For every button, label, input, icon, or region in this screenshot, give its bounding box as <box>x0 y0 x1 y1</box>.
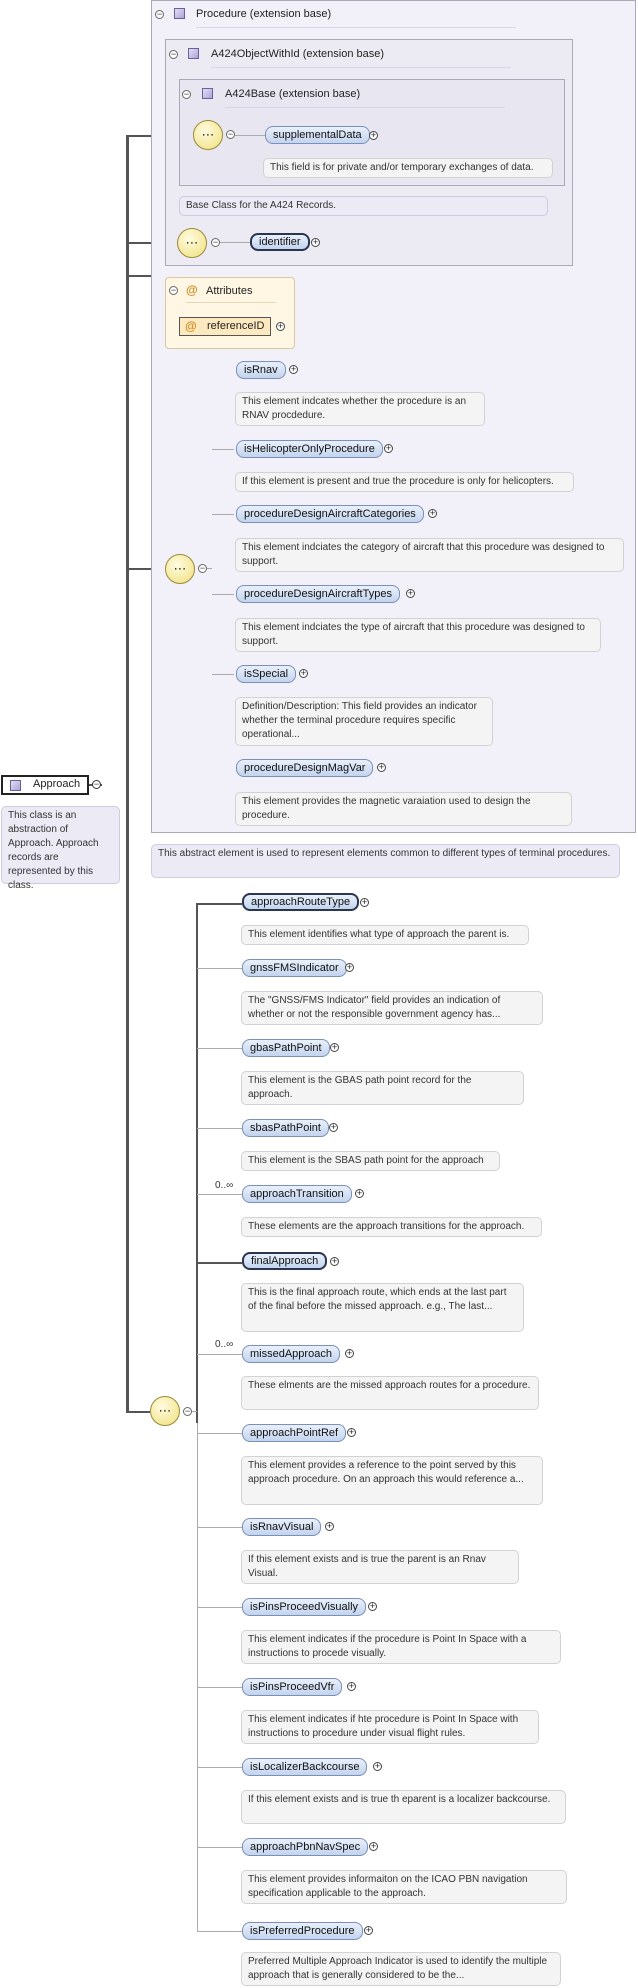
collapse-icon[interactable]: − <box>227 129 234 139</box>
expand-icon[interactable]: + <box>370 130 377 140</box>
finalApproach-documentation: This is the final approach route, which ends at the last part of the final before the missed approach. e.g., The last... <box>241 1283 524 1332</box>
cardinality-label: 0..∞ <box>215 1180 234 1191</box>
gnssFMSIndicator-documentation: The "GNSS/FMS Indicator" field provides an indication of whether or not the responsible government agency has... <box>241 991 543 1025</box>
element-procedureDesignAircraftCategories[interactable]: procedureDesignAircraftCategories <box>236 505 424 523</box>
objectwithid-panel-title: A424ObjectWithId (extension base) <box>211 48 385 60</box>
expand-icon[interactable]: + <box>277 321 284 331</box>
isRnav-documentation: This element indcates whether the procedure is an RNAV procdedure. <box>235 392 485 426</box>
isPinsProceedVfr-documentation: This element indicates if hte procedure is Point In Space with instructions to procedure under visual flight rules. <box>241 1710 539 1744</box>
element-isHelicopterOnlyProcedure[interactable]: isHelicopterOnlyProcedure <box>236 440 383 458</box>
element-sbasPathPoint[interactable]: sbasPathPoint <box>242 1119 329 1137</box>
element-approachPbnNavSpec[interactable]: approachPbnNavSpec <box>242 1838 368 1856</box>
complex-type-icon <box>202 88 213 99</box>
collapse-icon[interactable]: − <box>184 1406 191 1416</box>
missedApproach-documentation: These elments are the missed approach routes for a procedure. <box>241 1376 539 1410</box>
expand-icon[interactable]: + <box>331 1042 338 1052</box>
collapse-icon[interactable]: − <box>93 779 100 789</box>
procedureDesignAircraftTypes-documentation: This element indciates the type of aircraft that this procedure was designed to support. <box>235 618 601 652</box>
cardinality-label: 0..∞ <box>215 1339 234 1350</box>
expand-icon[interactable]: + <box>330 1122 337 1132</box>
expand-icon[interactable]: + <box>346 962 353 972</box>
element-identifier[interactable]: identifier <box>250 233 310 251</box>
collapse-icon[interactable]: − <box>170 49 177 59</box>
approachRouteType-documentation: This element identifies what type of approach the parent is. <box>241 925 529 945</box>
attributes-title: Attributes <box>206 285 253 297</box>
expand-icon[interactable]: + <box>331 1256 338 1266</box>
expand-icon[interactable]: + <box>429 508 436 518</box>
expand-icon[interactable]: + <box>312 237 319 247</box>
expand-icon[interactable]: + <box>356 1188 363 1198</box>
element-approachTransition[interactable]: approachTransition <box>242 1185 352 1203</box>
gbasPathPoint-documentation: This element is the GBAS path point record for the approach. <box>241 1071 524 1105</box>
element-isSpecial[interactable]: isSpecial <box>236 665 296 683</box>
element-isRnavVisual[interactable]: isRnavVisual <box>242 1518 321 1536</box>
attribute-icon: @ <box>185 319 197 333</box>
expand-icon[interactable]: + <box>369 1601 376 1611</box>
element-gnssFMSIndicator[interactable]: gnssFMSIndicator <box>242 959 347 977</box>
expand-icon[interactable]: + <box>290 364 297 374</box>
element-type-icon <box>10 780 21 791</box>
attribute-referenceID[interactable] <box>179 317 271 336</box>
sequence-compositor-icon[interactable]: ⋯ <box>177 228 207 258</box>
expand-icon[interactable]: + <box>326 1521 333 1531</box>
procedure-documentation: This abstract element is used to represent elements common to different types of terminal procedures. <box>151 844 620 878</box>
isHelicopterOnlyProcedure-documentation: If this element is present and true the procedure is only for helicopters. <box>235 472 574 492</box>
expand-icon[interactable]: + <box>346 1348 353 1358</box>
element-missedApproach[interactable]: missedApproach <box>242 1345 340 1363</box>
expand-icon[interactable]: + <box>370 1841 377 1851</box>
root-element-label: Approach <box>33 778 81 790</box>
supplementalData-documentation: This field is for private and/or temporary exchanges of data. <box>263 158 553 178</box>
a424base-panel-title: A424Base (extension base) <box>225 88 361 100</box>
attribute-icon: @ <box>186 283 198 297</box>
sbasPathPoint-documentation: This element is the SBAS path point for the approach <box>241 1151 500 1171</box>
collapse-icon[interactable]: − <box>183 89 190 99</box>
element-gbasPathPoint[interactable]: gbasPathPoint <box>242 1039 330 1057</box>
element-procedureDesignMagVar[interactable]: procedureDesignMagVar <box>236 759 373 777</box>
element-isPreferredProcedure[interactable]: isPreferredProcedure <box>242 1922 363 1940</box>
approachPbnNavSpec-documentation: This element provides informaiton on the ICAO PBN navigation specification applicable to the approach. <box>241 1870 567 1904</box>
collapse-icon[interactable]: − <box>199 563 206 573</box>
procedureDesignMagVar-documentation: This element provides the magnetic varaiation used to design the procedure. <box>235 792 572 826</box>
expand-icon[interactable]: + <box>348 1681 355 1691</box>
element-supplementalData[interactable]: supplementalData <box>265 126 370 144</box>
collapse-icon[interactable]: − <box>156 9 163 19</box>
expand-icon[interactable]: + <box>378 762 385 772</box>
sequence-compositor-icon[interactable]: ⋯ <box>193 120 223 150</box>
isRnavVisual-documentation: If this element exists and is true the parent is an Rnav Visual. <box>241 1550 519 1584</box>
collapse-icon[interactable]: − <box>212 237 219 247</box>
approachTransition-documentation: These elements are the approach transitions for the approach. <box>241 1217 542 1237</box>
procedureDesignAircraftCategories-documentation: This element indciates the category of aircraft that this procedure was designed to support. <box>235 538 624 572</box>
expand-icon[interactable]: + <box>374 1761 381 1771</box>
choice-compositor-icon[interactable]: ⋯ <box>165 554 195 584</box>
complex-type-icon <box>188 48 199 59</box>
isSpecial-documentation: Definition/Description: This field provides an indicator whether the terminal procedure requires specific operational... <box>235 697 493 746</box>
expand-icon[interactable]: + <box>407 588 414 598</box>
a424base-documentation: Base Class for the A424 Records. <box>179 196 548 216</box>
collapse-icon[interactable]: − <box>170 285 177 295</box>
element-isRnav[interactable]: isRnav <box>236 361 286 379</box>
element-procedureDesignAircraftTypes[interactable]: procedureDesignAircraftTypes <box>236 585 400 603</box>
expand-icon[interactable]: + <box>365 1925 372 1935</box>
expand-icon[interactable]: + <box>348 1427 355 1437</box>
expand-icon[interactable]: + <box>361 897 368 907</box>
complex-type-icon <box>174 8 185 19</box>
sequence-compositor-icon[interactable]: ⋯ <box>150 1396 180 1426</box>
root-element[interactable] <box>1 775 89 795</box>
approachPointRef-documentation: This element provides a reference to the point served by this approach procedure. On an approach this would reference a... <box>241 1456 543 1505</box>
element-isPinsProceedVfr[interactable]: isPinsProceedVfr <box>242 1678 342 1696</box>
expand-icon[interactable]: + <box>300 668 307 678</box>
expand-icon[interactable]: + <box>385 443 392 453</box>
isPinsProceedVisually-documentation: This element indicates if the procedure is Point In Space with a instructions to procede visually. <box>241 1630 561 1664</box>
element-approachPointRef[interactable]: approachPointRef <box>242 1424 346 1442</box>
element-finalApproach[interactable]: finalApproach <box>242 1252 327 1270</box>
isLocalizerBackcourse-documentation: If this element exists and is true th eparent is a localizer backcourse. <box>241 1790 566 1824</box>
procedure-panel-title: Procedure (extension base) <box>196 8 332 20</box>
element-approachRouteType[interactable]: approachRouteType <box>242 893 359 911</box>
root-documentation: This class is an abstraction of Approach. Approach records are represented by this class. <box>1 806 120 884</box>
element-isPinsProceedVisually[interactable]: isPinsProceedVisually <box>242 1598 366 1616</box>
isPreferredProcedure-documentation: Preferred Multiple Approach Indicator is used to identify the multiple approach that is generally considered to be the... <box>241 1952 561 1986</box>
attribute-label: referenceID <box>207 320 265 332</box>
element-isLocalizerBackcourse[interactable]: isLocalizerBackcourse <box>242 1758 367 1776</box>
